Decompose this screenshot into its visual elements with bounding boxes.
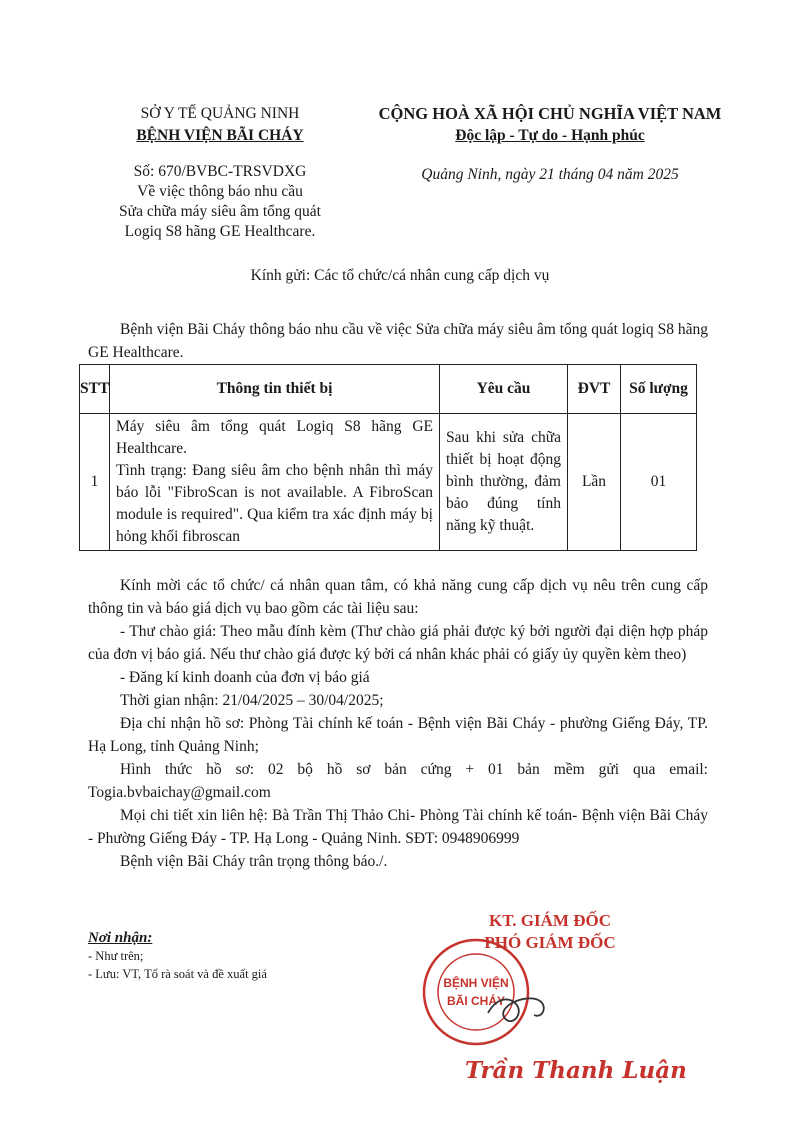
header-request: Yêu cầu <box>440 365 568 414</box>
recipient-line: - Như trên; <box>88 949 144 963</box>
motto: Độc lập - Tự do - Hạnh phúc <box>455 127 645 144</box>
receive-time: Thời gian nhận: 21/04/2025 – 30/04/2025; <box>120 692 384 709</box>
table-row <box>80 414 697 551</box>
header-unit: ĐVT <box>568 365 621 414</box>
doc-subject <box>70 162 370 242</box>
greeting: Kính gửi: Các tổ chức/cá nhân cung cấp dịch vụ <box>250 267 550 284</box>
body-text <box>88 574 708 873</box>
cell-info <box>110 414 440 551</box>
stamp-graphic <box>418 935 588 1050</box>
cell-unit: Lần <box>568 414 621 551</box>
nation-title: CỘNG HOÀ XÃ HỘI CHỦ NGHĨA VIỆT NAM <box>378 104 722 123</box>
cell-stt: 1 <box>80 414 110 551</box>
device-name: Máy siêu âm tổng quát Logiq S8 hãng GE Healthcare. <box>116 418 433 457</box>
submission-format: Hình thức hồ sơ: 02 bộ hồ sơ bản cứng + 01 bản mềm gửi qua email: Togia.bvbaichay@gmail.com <box>88 761 708 801</box>
recipients-block <box>88 930 348 983</box>
handwritten-signature <box>488 998 544 1021</box>
requirement-item: - Đăng kí kinh doanh của đơn vị báo giá <box>120 669 370 686</box>
cell-qty: 01 <box>621 414 697 551</box>
closing-line: Bệnh viện Bãi Cháy trân trọng thông báo./. <box>120 853 388 870</box>
subject-line: Về việc thông báo nhu cầu <box>137 183 303 200</box>
header-stt: STT <box>80 365 110 414</box>
stamp-text: BỆNH VIỆN <box>443 976 509 990</box>
stamp-inner-ring <box>438 954 514 1030</box>
requirement-item: - Thư chào giá: Theo mẫu đính kèm (Thư chào giá phải được ký bởi người đại diện hợp pháp của đơn vị báo giá. Nếu thư chào giá được ký bởi cá nhân khác phải có giấy ủy quyền kèm theo) <box>88 623 708 663</box>
device-table <box>79 364 697 551</box>
cell-request: Sau khi sửa chữa thiết bị hoạt động bình thường, đảm bảo đúng tính năng kỹ thuật. <box>440 414 568 551</box>
intro-paragraph: Bệnh viện Bãi Cháy thông báo nhu cầu về việc Sửa chữa máy siêu âm tổng quát logiq S8 hãng GE Healthcare. <box>88 321 708 361</box>
stamp-text: BÃI CHÁY <box>446 994 506 1008</box>
issue-date: Quảng Ninh, ngày 21 tháng 04 năm 2025 <box>421 166 679 183</box>
contact-info: Mọi chi tiết xin liên hệ: Bà Trần Thị Thảo Chi- Phòng Tài chính kế toán- Bệnh viện Bãi Cháy - Phường Giếng Đáy - TP. Hạ Long - Quảng Ninh. SĐT: 0948906999 <box>88 807 708 847</box>
signature-title-line: KT. GIÁM ĐỐC <box>489 911 611 930</box>
subject-line: Sửa chữa máy siêu âm tổng quát <box>119 203 321 220</box>
recipients-title: Nơi nhận: <box>88 930 153 946</box>
issuer-header <box>70 103 370 147</box>
stamp-outer-ring <box>424 940 528 1044</box>
national-header <box>340 103 760 147</box>
table-header-row <box>80 365 697 414</box>
signer-name: Trần Thanh Luận <box>465 1057 687 1084</box>
header-info: Thông tin thiết bị <box>110 365 440 414</box>
hospital-name: BỆNH VIỆN BÃI CHÁY <box>136 127 304 144</box>
doc-number: Số: 670/BVBC-TRSVDXG <box>133 163 307 180</box>
signature-title-line: PHÓ GIÁM ĐỐC <box>484 933 616 952</box>
invite-paragraph: Kính mời các tổ chức/ cá nhân quan tâm, có khả năng cung cấp dịch vụ nêu trên cung cấp thông tin và báo giá dịch vụ bao gồm các tài liệu sau: <box>88 577 708 617</box>
agency-name: SỞ Y TẾ QUẢNG NINH <box>140 105 300 122</box>
header-qty: Số lượng <box>621 365 697 414</box>
subject-line: Logiq S8 hãng GE Healthcare. <box>124 223 316 240</box>
device-status: Tình trạng: Đang siêu âm cho bệnh nhân thì máy báo lỗi "FibroScan is not available. A FibroScan module is required". Qua kiểm tra xác định máy bị hỏng khối fibroscan <box>116 462 433 545</box>
official-stamp <box>418 935 588 1055</box>
receive-address: Địa chỉ nhận hồ sơ: Phòng Tài chính kế toán - Bệnh viện Bãi Cháy - phường Giếng Đáy, TP. Hạ Long, tỉnh Quảng Ninh; <box>88 715 708 755</box>
recipient-line: - Lưu: VT, Tổ rà soát và đề xuất giá <box>88 967 267 981</box>
